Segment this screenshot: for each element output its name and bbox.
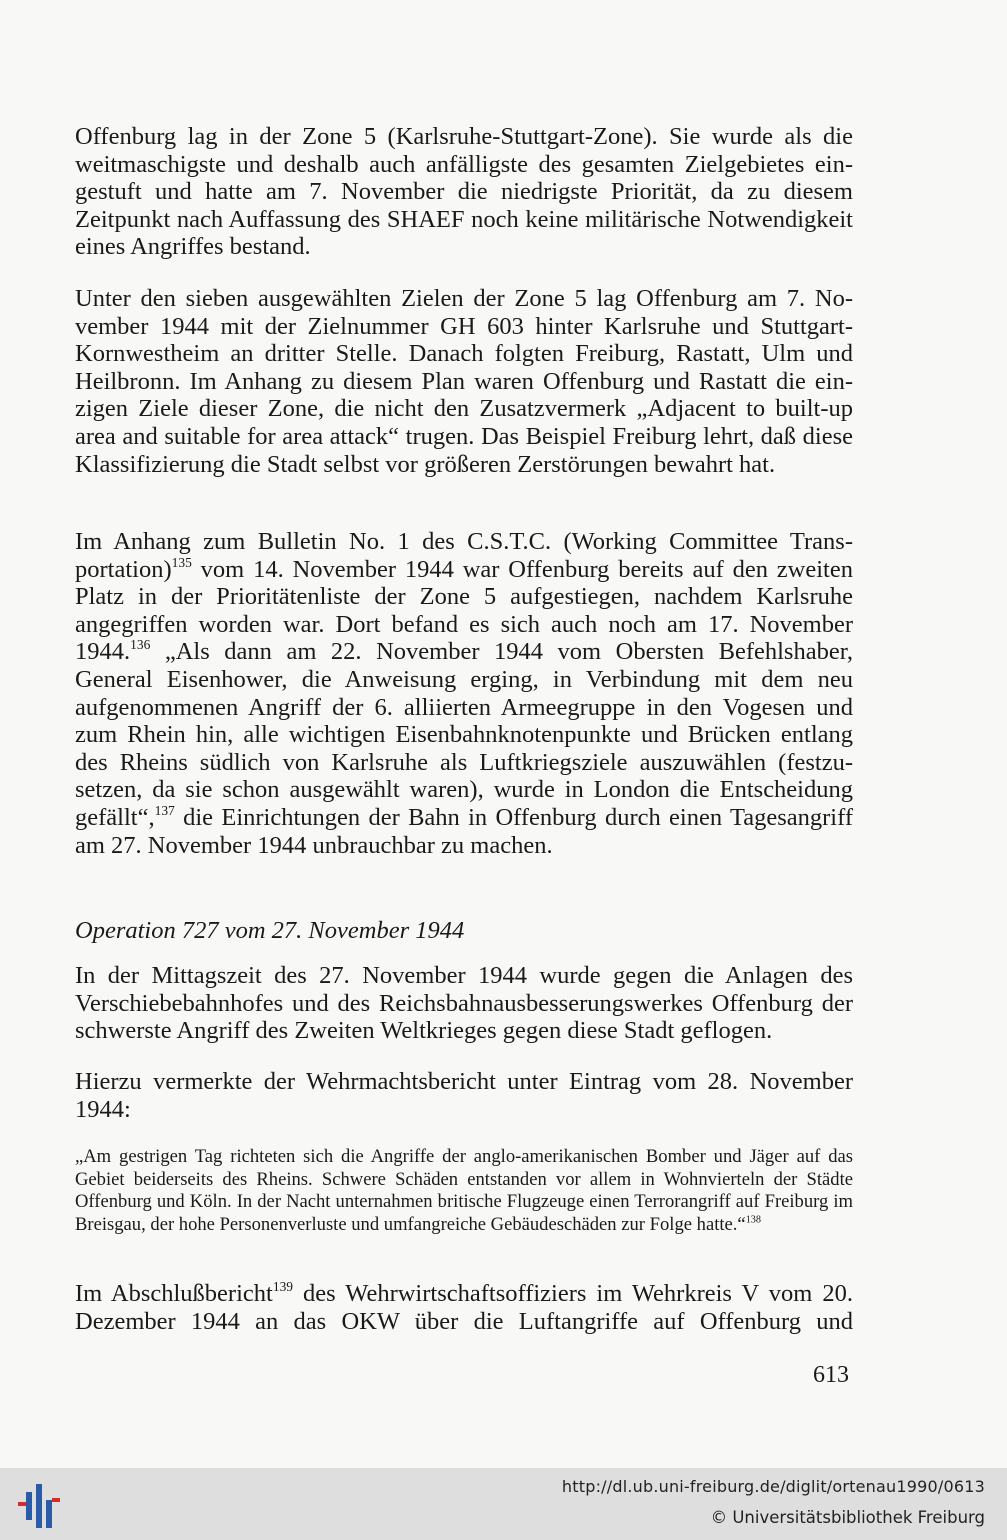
paragraph-4 bbox=[75, 962, 853, 1045]
paragraph-1 bbox=[75, 123, 853, 261]
footnote-ref-138: 138 bbox=[745, 1214, 762, 1226]
paragraph-3-part-c: „Als dann am 22. November 1944 vom Obersten Befehlshaber, General Eisenhower, die Anweisung erging, in Verbindung mit dem neu aufgenommenen Angriff der 6. alliierten Armeegruppe in den Vogesen und zum Rhein hin, alle wichtigen Eisenbahnknotenpunkte und Brücken entlang des Rheins südlich von Karlsruhe als Luftkriegsziele auszuwählen (festzusetzen, da sie schon ausgewählt waren), wurde in London die Entscheidung gefällt“, bbox=[75, 638, 853, 831]
paragraph-6-text bbox=[75, 1280, 853, 1335]
footnote-ref-136: 136 bbox=[130, 637, 151, 653]
paragraph-3-part-a: Im Anhang zum Bulletin No. 1 des C.S.T.C. (Working Committee Transportation) bbox=[75, 528, 853, 583]
paragraph-3-text bbox=[75, 528, 853, 859]
paragraph-3-part-b: vom 14. November 1944 war Offenburg bereits auf den zweiten Platz in der Prioritätenliste der Zone 5 aufgestiegen, nachdem Karlsruhe angegriffen worden war. Dort befand es sich auch noch am 17. November 1944. bbox=[75, 555, 853, 666]
library-logo-icon bbox=[18, 1478, 64, 1530]
footnote-ref-137: 137 bbox=[154, 802, 175, 818]
paragraph-6 bbox=[75, 1280, 853, 1335]
footnote-ref-135: 135 bbox=[171, 554, 192, 570]
section-heading: Operation 727 vom 27. November 1944 bbox=[75, 917, 465, 944]
library-footer bbox=[0, 1468, 1007, 1540]
paragraph-4-text: In der Mittagszeit des 27. November 1944 wurde gegen die Anlagen des Verschiebebahnhofes und des Reichsbahnausbesserungswerkes Offenburg der schwerste Angriff des Zweiten Weltkrieges gegen diese Stadt geflogen. bbox=[75, 962, 853, 1045]
footnote-ref-139: 139 bbox=[272, 1278, 294, 1294]
block-quote-text: „Am gestrigen Tag richteten sich die Angriffe der anglo-amerikanischen Bomber und Jäger auf das Gebiet beiderseits des Rheins. Schwere Schäden entstanden vor allem in Wohnvierteln der Städte Offenburg und Köln. In der Nacht unternahmen britische Flugzeuge einen Terrorangriff auf Freiburg im Breisgau, der hohe Personenverluste und umfangreiche Gebäudeschäden zur Folge hatte.“ bbox=[75, 1146, 853, 1235]
paragraph-3 bbox=[75, 528, 853, 859]
permalink-url[interactable]: http://dl.ub.uni-freiburg.de/diglit/ortenau1990/0613 bbox=[561, 1477, 985, 1496]
paragraph-5-text: Hierzu vermerkte der Wehrmachtsbericht unter Eintrag vom 28. November 1944: bbox=[75, 1068, 853, 1123]
paragraph-3-part-d: die Einrichtungen der Bahn in Offenburg durch einen Tagesangriff am 27. November 1944 unbrauchbar zu machen. bbox=[75, 803, 853, 859]
paragraph-2-text: Unter den sieben ausgewählten Zielen der Zone 5 lag Offenburg am 7. November 1944 mit der Zielnummer GH 603 hinter Karlsruhe und Stuttgart-Kornwestheim an dritter Stelle. Danach folgten Freiburg, Rastatt, Ulm und Heilbronn. Im Anhang zu diesem Plan waren Offenburg und Rastatt die einzigen Ziele dieser Zone, die nicht den Zusatzvermerk „Adjacent to built-up area and suitable for area attack“ trugen. Das Beispiel Freiburg lehrt, daß diese Klassifizierung die Stadt selbst vor größeren Zerstörungen bewahrt hat. bbox=[75, 285, 853, 478]
page-number: 613 bbox=[813, 1362, 849, 1388]
copyright-text: © Universitätsbibliothek Freiburg bbox=[710, 1508, 985, 1527]
paragraph-6-part-b: des Wehrwirtschaftsoffiziers im Wehrkreis V vom 20. Dezember 1944 an das OKW über die Luftangriffe auf Offenburg und bbox=[75, 1280, 854, 1335]
paragraph-1-text: Offenburg lag in der Zone 5 (Karlsruhe-Stuttgart-Zone). Sie wurde als die weitmaschigste und deshalb auch anfälligste des gesamten Zielgebietes eingestuft und hatte am 7. November die niedrigste Priorität, da zu diesem Zeitpunkt nach Auffassung des SHAEF noch keine militärische Notwendigkeit eines Angriffes bestand. bbox=[75, 123, 853, 261]
paragraph-2 bbox=[75, 285, 853, 478]
paragraph-5 bbox=[75, 1068, 853, 1123]
block-quote bbox=[75, 1146, 853, 1236]
paragraph-6-part-a: Im Abschlußbericht bbox=[75, 1280, 273, 1307]
